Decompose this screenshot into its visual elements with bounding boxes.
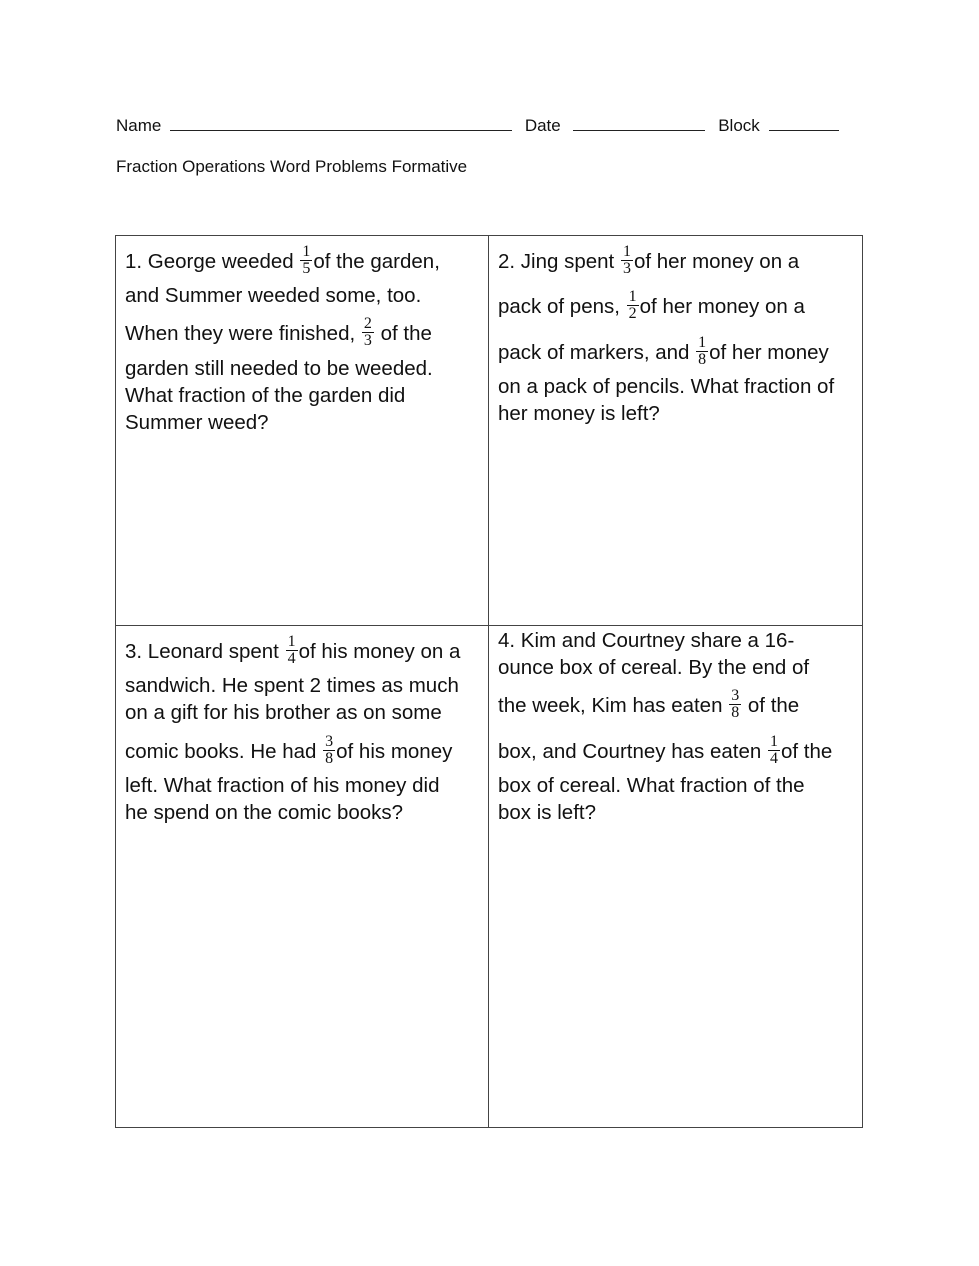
date-field[interactable] <box>573 116 705 131</box>
fraction: $\frac{1}{2}$ <box>628 288 637 322</box>
fraction: $\frac{3}{8}$ <box>325 733 334 767</box>
problem-line: comic books. He had $\frac{3}{8}$ of his money <box>125 733 453 767</box>
fraction: $\frac{1}{4}$ <box>287 633 296 667</box>
block-field[interactable] <box>769 116 839 131</box>
problem-line: Summer weed? <box>125 411 269 434</box>
problem-line: pack of pens, $\frac{1}{2}$ of her money on a <box>498 288 805 322</box>
problem-3-cell[interactable] <box>116 626 489 1127</box>
problem-line: on a pack of pencils. What fraction of <box>498 375 835 398</box>
name-field[interactable] <box>170 116 512 131</box>
problem-line: the week, Kim has eaten $\frac{3}{8}$ of the <box>498 687 800 721</box>
fraction: $\frac{1}{3}$ <box>622 243 631 277</box>
date-label: Date <box>524 116 561 135</box>
fraction: $\frac{1}{5}$ <box>302 243 311 277</box>
fraction: $\frac{2}{3}$ <box>363 315 372 349</box>
problem-line: left. What fraction of his money did <box>125 774 440 797</box>
problem-line: and Summer weeded some, too. <box>125 284 422 307</box>
name-label: Name <box>116 116 162 135</box>
problem-4-cell[interactable] <box>489 626 862 1127</box>
problem-line: box of cereal. What fraction of the <box>498 774 805 797</box>
fraction: $\frac{3}{8}$ <box>731 687 740 721</box>
problem-line: 2. Jing spent $\frac{1}{3}$ of her money on a <box>498 243 800 277</box>
problem-line: pack of markers, and $\frac{1}{8}$ of her money <box>498 334 829 368</box>
header-line <box>116 116 839 136</box>
problem-line: What fraction of the garden did <box>125 384 406 407</box>
problem-line: 1. George weeded $\frac{1}{5}$ of the garden, <box>125 243 440 277</box>
problem-line: he spend on the comic books? <box>125 801 404 824</box>
problem-line: her money is left? <box>498 402 660 425</box>
problem-line: garden still needed to be weeded. <box>125 357 433 380</box>
problem-line: sandwich. He spent 2 times as much <box>125 674 459 697</box>
problems-table <box>115 235 863 1128</box>
problem-2-cell[interactable] <box>489 236 862 626</box>
problem-line: box, and Courtney has eaten $\frac{1}{4}$ of the <box>498 733 833 767</box>
page-title: Fraction Operations Word Problems Formative <box>116 157 468 176</box>
problem-line: on a gift for his brother as on some <box>125 701 442 724</box>
problem-line: When they were finished, $\frac{2}{3}$ of the <box>125 315 432 349</box>
fraction: $\frac{1}{4}$ <box>769 733 778 767</box>
problem-line: 3. Leonard spent $\frac{1}{4}$ of his money on a <box>125 633 461 667</box>
block-label: Block <box>718 116 760 135</box>
problem-line: ounce box of cereal. By the end of <box>498 656 810 679</box>
problem-1-cell[interactable] <box>116 236 489 626</box>
problem-line: box is left? <box>498 801 596 824</box>
fraction: $\frac{1}{8}$ <box>698 334 707 368</box>
problem-line: 4. Kim and Courtney share a 16- <box>498 629 795 652</box>
